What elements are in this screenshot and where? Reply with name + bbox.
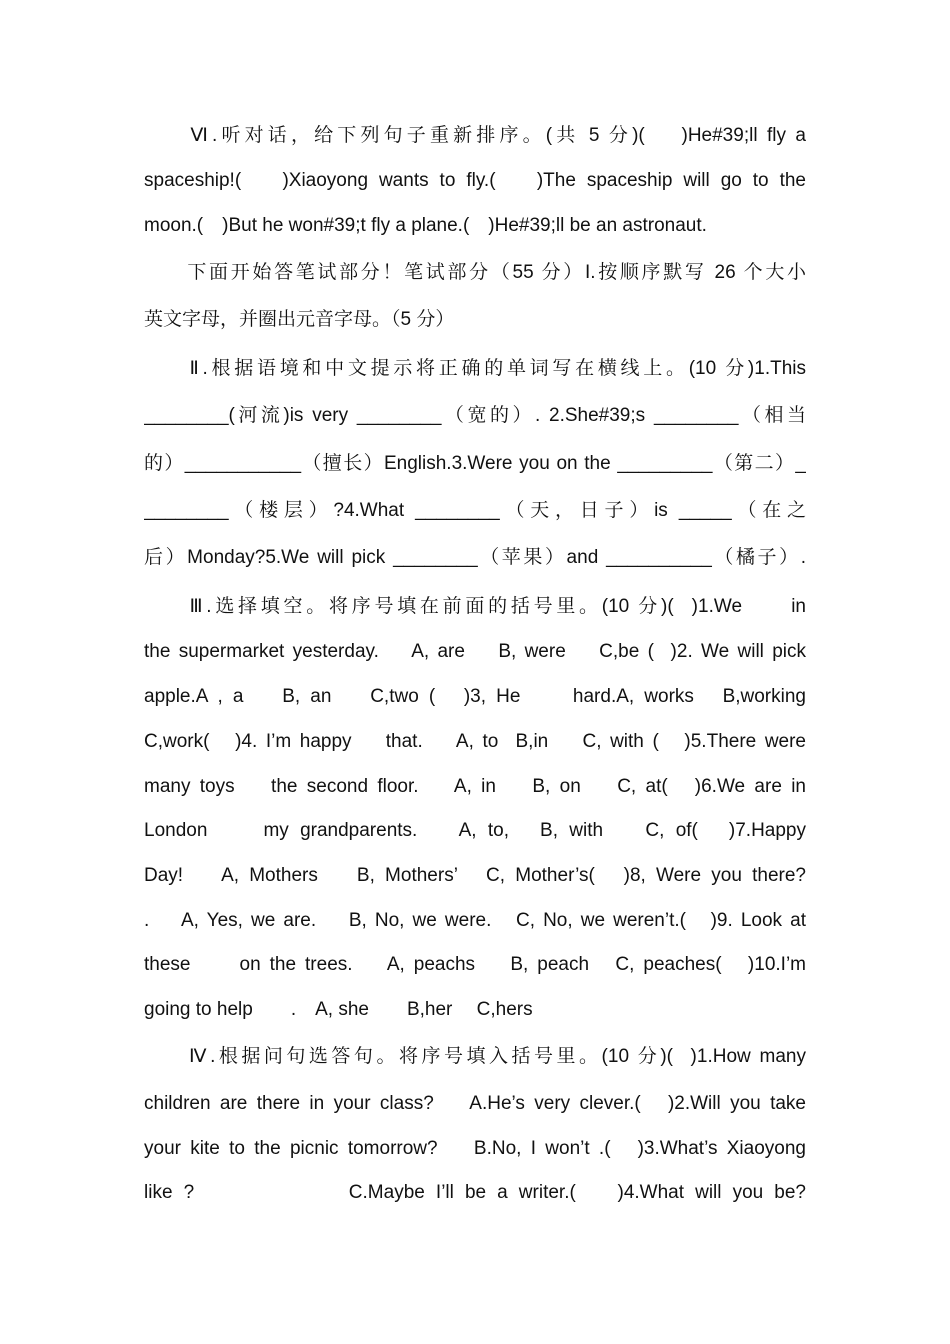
text-line: Ⅱ.根据语境和中文提示将正确的单词写在横线上。(10 分)1.This — [144, 358, 806, 379]
text-line: moon.( )But he won#39;t fly a plane.( )He#39;ll be an astronaut. — [144, 215, 707, 236]
text-line: . A, Yes, we are. B, No, we were. C, No, we weren’t.( )9. Look at — [144, 910, 806, 931]
text-line: ________(河流)is very ________（宽的）. 2.She#39;s ________（相当 — [144, 405, 806, 426]
text-line: ________（楼层）?4.What ________（天，日子）is _____（在之 — [144, 500, 806, 521]
text-line: 下面开始答笔试部分！笔试部分（55 分）I.按顺序默写 26 个大小 — [144, 262, 806, 283]
text-line: the supermarket yesterday. A, are B, were C,be ( )2. We will pick — [144, 641, 806, 662]
text-line: C,work( )4. I’m happy that. A, to B,in C, with ( )5.There were — [144, 731, 806, 752]
text-line: like ? C.Maybe I’ll be a writer.( )4.What will you be? — [144, 1182, 806, 1203]
text-line: children are there in your class? A.He’s very clever.( )2.Will you take — [144, 1093, 806, 1114]
text-line: spaceship!( )Xiaoyong wants to fly.( )The spaceship will go to the — [144, 170, 806, 191]
text-line: 的）___________（擅长）English.3.Were you on the _________（第二）_ — [144, 453, 806, 474]
text-line: many toys the second floor. A, in B, on C, at( )6.We are in — [144, 776, 806, 797]
text-line: Ⅵ.听对话，给下列句子重新排序。(共 5 分)( )He#39;ll fly a — [144, 125, 806, 146]
text-line: these on the trees. A, peachs B, peach C, peaches( )10.I’m — [144, 954, 806, 975]
text-line: London my grandparents. A, to, B, with C, of( )7.Happy — [144, 820, 806, 841]
text-line: apple.A , a B, an C,two ( )3, He hard.A, works B,working — [144, 686, 806, 707]
text-line: Day! A, Mothers B, Mothers’ C, Mother’s( )8, Were you there? — [144, 865, 806, 886]
text-line: going to help . A, she B,her C,hers — [144, 999, 533, 1020]
text-line: 后）Monday?5.We will pick ________（苹果）and __________（橘子）. — [144, 547, 806, 568]
text-line: 英文字母，并圈出元音字母。（5 分） — [144, 309, 455, 330]
text-line: Ⅳ.根据问句选答句。将序号填入括号里。(10 分)( )1.How many — [144, 1046, 806, 1067]
text-line: Ⅲ.选择填空。将序号填在前面的括号里。(10 分)( )1.We in — [144, 596, 806, 617]
text-line: your kite to the picnic tomorrow? B.No, I won’t .( )3.What’s Xiaoyong — [144, 1138, 806, 1159]
